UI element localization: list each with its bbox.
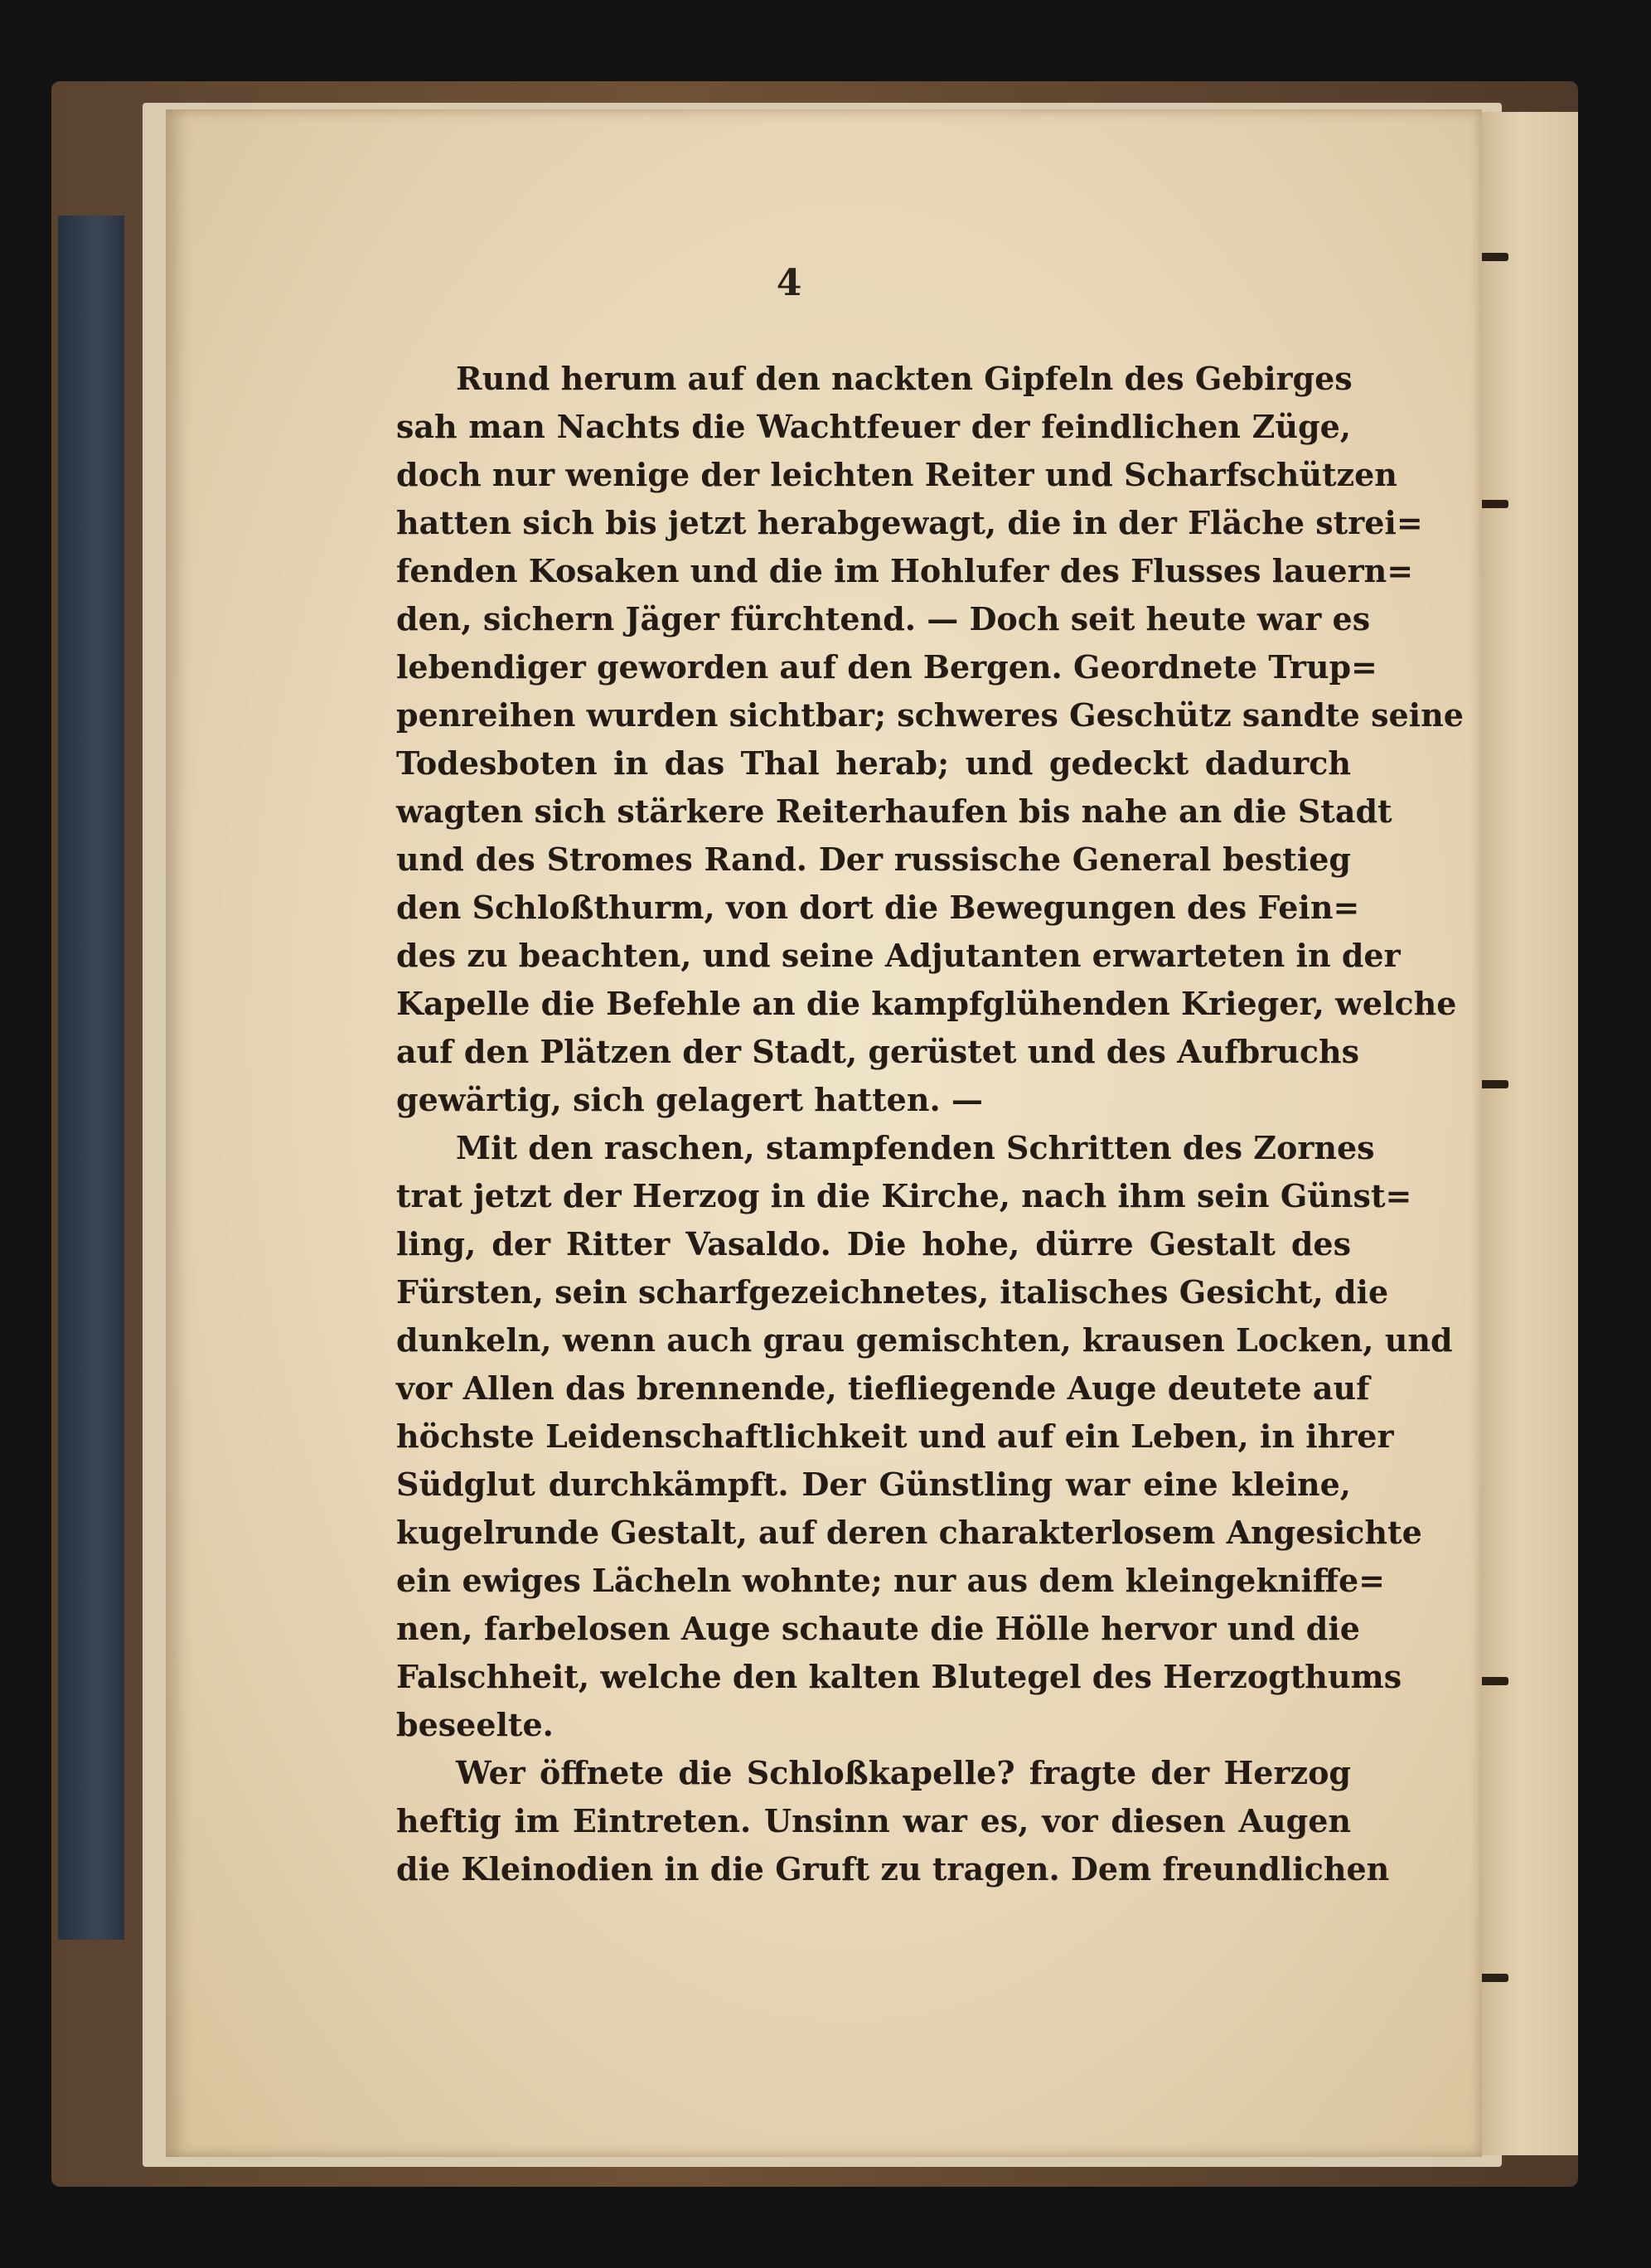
text-line: auf den Plätzen der Stadt, gerüstet und des Aufbruchs <box>396 1033 1359 1070</box>
text-line: dunkeln, wenn auch grau gemischten, krausen Locken, und <box>396 1321 1453 1359</box>
text-line: Fürsten, sein scharfgezeichnetes, italisches Gesicht, die <box>396 1273 1389 1311</box>
text-line: ein ewiges Lächeln wohnte; nur aus dem kleingekniffe= <box>396 1562 1385 1599</box>
text-line: die Kleinodien in die Gruft zu tragen. Dem freundlichen <box>396 1850 1390 1888</box>
text-line: wagten sich stärkere Reiterhaufen bis nahe an die Stadt <box>396 792 1392 830</box>
text-line: beseelte. <box>396 1706 554 1743</box>
text-line: Mit den raschen, stampfenden Schritten des Zornes <box>456 1129 1375 1166</box>
text-line: trat jetzt der Herzog in die Kirche, nach ihm sein Günst= <box>396 1177 1412 1214</box>
text-line: Todesboten in das Thal herab; und gedeckt dadurch <box>396 744 1351 782</box>
text-line: höchste Leidenschaftlichkeit und auf ein Leben, in ihrer <box>396 1418 1394 1455</box>
text-line: Südglut durchkämpft. Der Günstling war eine kleine, <box>396 1466 1351 1503</box>
text-line: hatten sich bis jetzt herabgewagt, die in der Fläche strei= <box>396 504 1423 541</box>
text-line: fenden Kosaken und die im Hohlufer des Flusses lauern= <box>396 552 1414 589</box>
facing-page-edge <box>1482 112 1578 2155</box>
text-line: lebendiger geworden auf den Bergen. Geordnete Trup= <box>396 648 1377 686</box>
text-line: penreihen wurden sichtbar; schweres Geschütz sandte seine <box>396 696 1464 734</box>
text-line: doch nur wenige der leichten Reiter und Scharfschützen <box>396 456 1397 493</box>
text-line: vor Allen das brennende, tiefliegende Auge deutete auf <box>396 1369 1370 1407</box>
body-text <box>396 355 1464 1893</box>
text-line: heftig im Eintreten. Unsinn war es, vor diesen Augen <box>396 1802 1351 1839</box>
text-line: den Schloßthurm, von dort die Bewegungen des Fein= <box>396 889 1360 926</box>
text-line: und des Stromes Rand. Der russische General bestieg <box>396 841 1351 878</box>
text-line: nen, farbelosen Auge schaute die Hölle hervor und die <box>396 1610 1360 1647</box>
text-line: gewärtig, sich gelagert hatten. — <box>396 1081 983 1118</box>
text-line: den, sichern Jäger fürchtend. — Doch seit heute war es <box>396 600 1371 637</box>
text-line: sah man Nachts die Wachtfeuer der feindlichen Züge, <box>396 408 1351 445</box>
page-number: 4 <box>776 262 802 304</box>
book-spine-binding <box>58 216 124 1940</box>
text-line: ling, der Ritter Vasaldo. Die hohe, dürre Gestalt des <box>396 1225 1351 1262</box>
text-line: Rund herum auf den nackten Gipfeln des Gebirges <box>456 360 1353 397</box>
text-line: Wer öffnete die Schloßkapelle? fragte der Herzog <box>456 1754 1351 1791</box>
text-line: kugelrunde Gestalt, auf deren charakterlosem Angesichte <box>396 1514 1422 1551</box>
text-line: des zu beachten, und seine Adjutanten erwarteten in der <box>396 937 1401 974</box>
text-line: Kapelle die Befehle an die kampfglühenden Krieger, welche <box>396 985 1457 1022</box>
text-line: Falschheit, welche den kalten Blutegel des Herzogthums <box>396 1658 1402 1695</box>
